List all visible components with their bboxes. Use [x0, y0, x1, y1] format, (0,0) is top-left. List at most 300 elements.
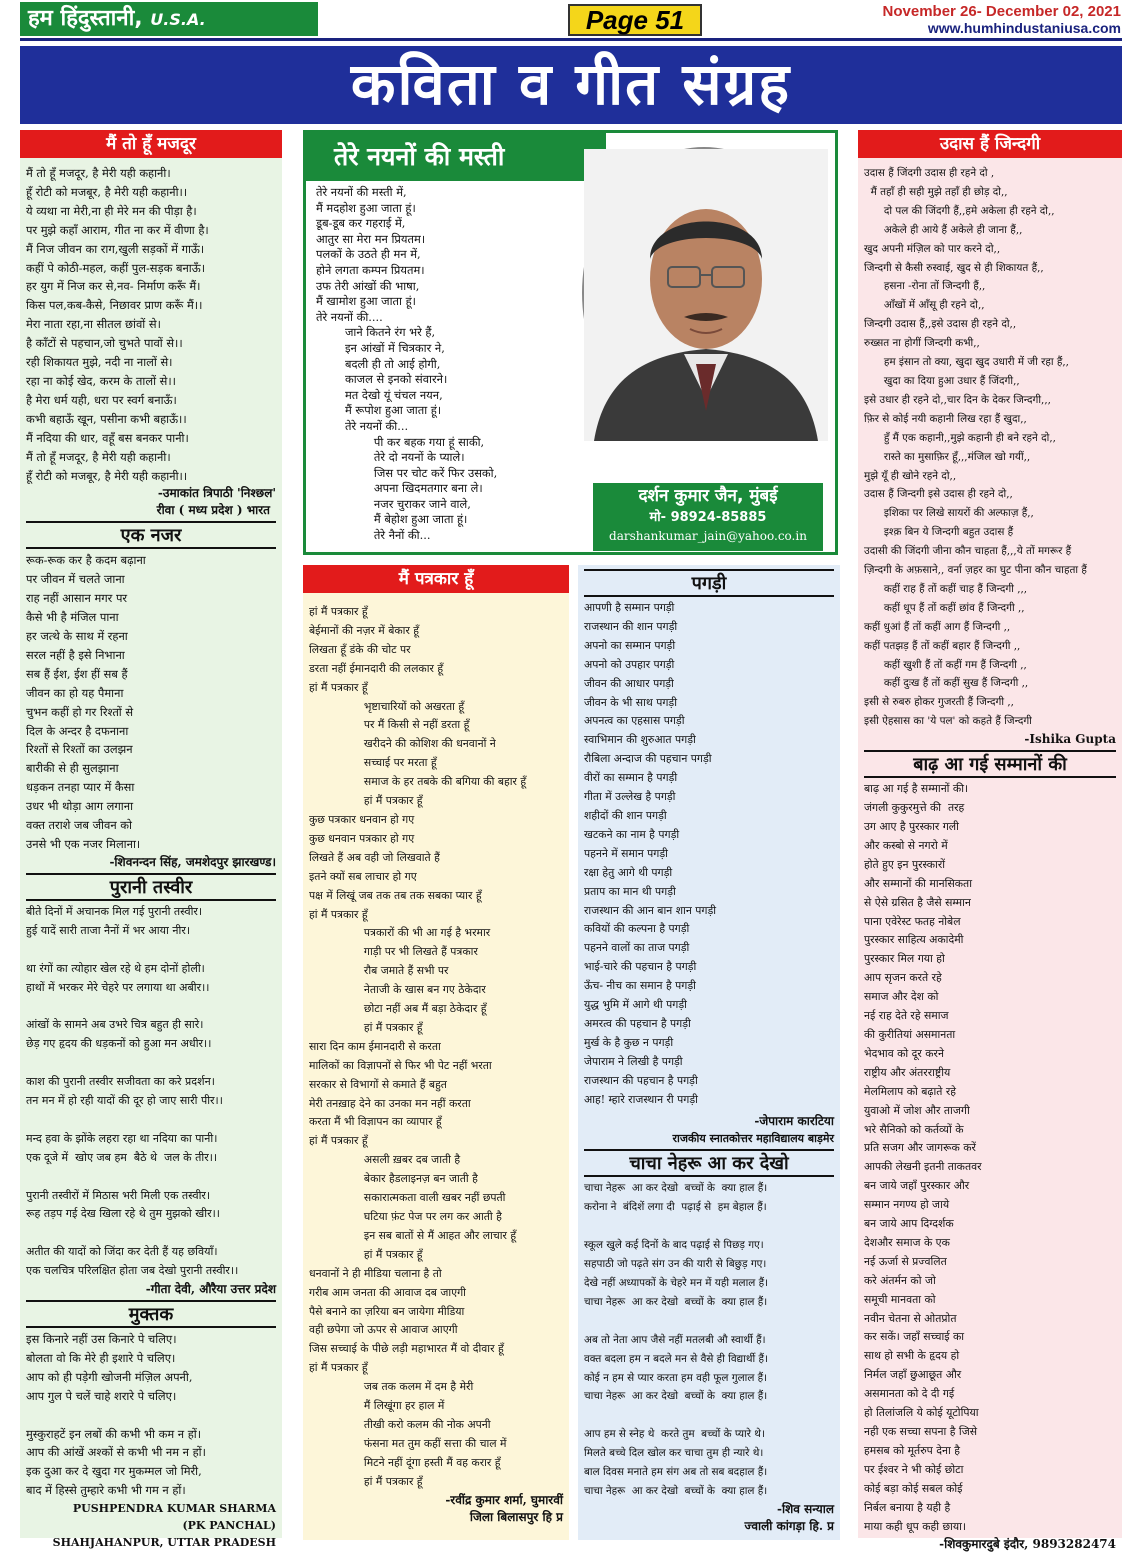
poem-line: मैं तो हूँ मजदूर, है मेरी यही कहानी।: [26, 449, 171, 464]
poem-line: [26, 1224, 276, 1243]
poem-line: मैं तो हूँ मजदूर, है मेरी यही कहानी।: [26, 166, 171, 180]
poem-line: [26, 1168, 276, 1187]
poem-line: मुस्कुराहटें इन लबों की कभी भी कम न हों।: [26, 1426, 202, 1441]
poem-line: हमसब को मूर्तरुप देना है: [864, 1443, 960, 1457]
poem-line: कभी बहाऊँ खून, पसीना कभी बहाऊँ।।: [26, 411, 187, 426]
poem-line: कोई बड़ा कोई सबल कोई: [864, 1481, 963, 1495]
poem-author: -शिव सन्याल: [777, 1501, 834, 1516]
poem-line: अमरत्व की पहचान है पगड़ी: [584, 1016, 691, 1030]
poem-line: रौबिला अन्दाज की पहचान पगड़ी: [584, 752, 712, 766]
poem-line: इश्क़ बिन ये जिन्दगी बहुत उदास हैं: [864, 526, 1014, 539]
poem-line: सब हैं ईश, ईश हीं सब हैं: [26, 666, 128, 681]
poem-line: मैं मदहोश हुआ जाता हूं।: [316, 200, 416, 215]
poem-line: डरता नहीं ईमानदारी की ललकार हूँ: [309, 661, 444, 675]
poem-line: उनसे भी एक नजर मिलाना।: [26, 837, 141, 851]
poem-line: नई ऊर्जा से प्रज्वलित: [864, 1254, 947, 1268]
poem-line: हो तिलांजलि ये कोई यूटोपिया: [864, 1406, 979, 1420]
section-banner: कविता व गीत संग्रह: [20, 46, 1122, 124]
poem-line: मेरी तनख़ाह देने का उनका मन नहीं करता: [309, 1096, 471, 1110]
poem-title: चाचा नेहरू आ कर देखो: [584, 1149, 834, 1177]
poem-line: शहीदों की शान पगड़ी: [584, 808, 667, 822]
poem-line: रास्ते का मुसाफ़िर हूँ,,,मंजिल खो गयीं,,: [864, 450, 1031, 463]
poem-line: है काँटों से पहचान,जो चुभते पावों से।।: [26, 336, 183, 351]
poem-line: बाढ़ आ गई है सम्मानों की।: [864, 782, 969, 796]
poem-line: आह! म्हारे राजस्थान री पगड़ी: [584, 1092, 698, 1106]
poem-line: अपना खिदमतगार बना ले।: [316, 481, 483, 496]
poem-line: चाचा नेहरू आ कर देखो बच्चों के क्या हाल हैं।: [584, 1182, 768, 1195]
poem-line: कहीं पतझड़ हैं तों कहीं बहार हैं जिन्दगी ,,: [864, 639, 1021, 652]
page-number: Page 51: [568, 4, 702, 36]
poem-line: हाथों में भरकर मेरे चेहरे पर लगाया था अबीर।।: [26, 980, 210, 994]
poem-line: गीता में उल्लेख है पगड़ी: [584, 790, 676, 804]
poem-line: हां मैं पत्रकार हूँ: [309, 1361, 368, 1375]
poem-line: मैं बेहोश हुआ जाता हूं।: [316, 512, 468, 527]
poem-line: छोटा नहीं अब मैं बड़ा ठेकेदार हूँ: [309, 1002, 487, 1016]
poem-line: भृष्टाचारियों को अखरता हूँ: [309, 699, 465, 713]
poem-line: [26, 1406, 276, 1425]
poem-line: हां मैं पत्रकार हूँ: [309, 1134, 368, 1148]
poem-line: काश की पुरानी तस्वीर सजीवता का करे प्रदर्शन।: [26, 1075, 215, 1089]
poem-line: पी कर बहक गया हूं साकी,: [316, 434, 485, 449]
poem-line: जिस पर चोट करें फिर उसको,: [316, 465, 498, 480]
poem-line: सम्मान नगण्य हो जाये: [864, 1198, 950, 1212]
poem-line: हूँ रोटी को मजबूर, है मेरी यही कहानी।।: [26, 468, 188, 483]
poem-lines: [26, 164, 276, 485]
poem-line: खुदा का दिया हुआ उधार हैं जिंदगी,,: [864, 374, 1020, 387]
poem-line: आप हम से स्नेह थे करते तुम बच्चों के प्यारे थे।: [584, 1428, 765, 1441]
poem-lines: [864, 164, 1116, 731]
poem-line: रही शिकायत मुझे, नदी ना नालों से।: [26, 355, 173, 370]
poem-line: खुद अपनी मंज़िल को पार करने दो,,: [864, 242, 1001, 255]
poem-line: पैसे बनाने का ज़रिया बन जायेगा मीडिया: [309, 1304, 465, 1318]
poem-line: मैं तहाँ ही सही मुझे तहाँ ही छोड़ दो,,: [864, 185, 1008, 198]
poem-line: हां मैं पत्रकार हूँ: [309, 907, 368, 921]
poem-line: नवीन चेतना से ओतप्रोत: [864, 1311, 957, 1325]
poem-line: कहीं धूप हैं तों कहीं छांव हैं जिन्दगी ,,: [864, 601, 1025, 614]
poem-line: इतने क्यों सब लाचार हो गए: [309, 869, 417, 883]
poem-line: अब तो नेता आप जैसे नहीं मतलबी औ स्वार्थी हैं।: [584, 1333, 766, 1346]
poem-line: इन सब बातों से मैं आहत और लाचार हूँ: [309, 1228, 517, 1242]
poem-title: उदास हैं जिन्दगी: [858, 130, 1122, 158]
poem-line: एक दूजे में खोए जब हम बैठे थे जल के तीर।।: [26, 1150, 218, 1164]
poem-line: [584, 1312, 834, 1331]
poem-line: बेईमानों की नज़र में बेकार हूँ: [309, 623, 420, 637]
poem-line: हूँ रोटी को मजबूर, है मेरी यही कहानी।।: [26, 184, 188, 199]
poem-line: ज़िन्दगी के अफ़साने,, वर्ना ज़हर का घुट पीना कौन चाहता हैं: [864, 564, 1087, 577]
poem-line: उदास हैं जिंदगी उदास ही रहने दो ,: [864, 167, 995, 179]
poem-line: बारीकी से ही सुलझाना: [26, 761, 119, 776]
poem-line: जीवन का हो यह पैमाना: [26, 685, 124, 700]
poem-line: कवियों की कल्पना है पगड़ी: [584, 922, 690, 936]
poem-line: हां मैं पत्रकार हूँ: [309, 794, 423, 808]
poem-line: पर मुझे कहाँ आराम, गीत ना कर में वीणा है।: [26, 222, 209, 237]
poem-line: की कुरीतियां असमानता: [864, 1027, 956, 1041]
poem-line: पुरस्कार मिल गया हो: [864, 952, 945, 966]
poem-title: एक नजर: [26, 521, 276, 549]
poem-line: रक्षा हेतु आगे थी पगड़ी: [584, 865, 673, 879]
poem-title: बाढ़ आ गई सम्मानों की: [864, 750, 1116, 778]
poem-line: बाद में हिस्से तुम्हारे कभी भी गम न हों।: [26, 1483, 186, 1498]
poem-line: हां मैं पत्रकार हूँ: [309, 1020, 423, 1034]
poem-line: तीखी करो कलम की नोक अपनी: [309, 1417, 491, 1431]
poem-line: मेरा नाता रहा,ना सीतल छांवों से।: [26, 317, 161, 332]
poem-author-alias: (PK PANCHAL): [182, 1519, 276, 1533]
poem-line: मेलमिलाप को बढ़ाते रहे: [864, 1084, 957, 1098]
poem-line: इशिका पर लिखे सायरों की अल्फाज़ हैं,,: [864, 507, 1034, 520]
poem-line: तन मन में हो रही यादों की दूर हो जाए सारी पीर।।: [26, 1093, 223, 1107]
poem-line: इसे उधार ही रहने दो,,चार दिन के देकर जिन्दगी,,,: [864, 393, 1051, 406]
poem-line: चाचा नेहरू आ कर देखो बच्चों के क्या हाल हैं।: [584, 1295, 768, 1308]
masthead-name: [20, 2, 318, 36]
poem-line: हर जत्थे के साथ में रहना: [26, 629, 128, 644]
poem-line: देखे नहीं अध्यापकों के चेहरे मन में यही मलाल हैं।: [584, 1277, 769, 1289]
poem-line: पत्रकारों की भी आ गई है भरमार: [309, 926, 491, 940]
poem-line: आपकी लेखनी इतनी ताकतवर: [864, 1160, 982, 1174]
poem-line: पहनने में समान पगड़ी: [584, 846, 668, 860]
poem-line: और कस्बो से नगरो में: [864, 838, 948, 852]
poem-line: अकेले ही आये हैं अकेले ही जाना हैं,,: [864, 223, 1023, 236]
poem-line: मैं निज जीवन का राग,खुली सड़कों में गाऊँ।: [26, 241, 205, 256]
poem-line: प्रति सजग और जागरूक करें: [864, 1141, 976, 1155]
poem-line: होते हुए इन पुरस्कारों: [864, 857, 946, 871]
poem-line: जाने कितने रंग भरे हैं,: [316, 325, 436, 340]
poem-line: इस किनारे नहीं उस किनारे पे चलिए।: [26, 1332, 177, 1347]
poem-lines: [584, 1179, 834, 1500]
poem-line: हुँ मैं एक कहानी,,मुझे कहानी ही बने रहने दो,,: [864, 431, 1056, 444]
poem-title: तेरे नयनों की मस्ती: [306, 133, 606, 181]
issue-info: [883, 4, 1121, 36]
poem-line: इक दुआ कर दे खुदा गर मुकम्मल जो मिरी,: [26, 1464, 202, 1479]
right-column: [858, 130, 1122, 1552]
poem-line: कहीं राह हैं तों कहीं चाह हैं जिन्दगी ,,,: [864, 582, 1028, 595]
poem-line: बाल दिवस मनाते हम संग अब तो सब बदहाल हैं।: [584, 1466, 768, 1479]
poem-line: मैं लिखूंगा हर हाल में: [309, 1399, 445, 1413]
poem-line: जीवन की आधार पगड़ी: [584, 676, 674, 690]
poem-line: पाना एवेरेस्ट फतह नोबेल: [864, 914, 961, 928]
poem-line: आप सृजन करते रहे: [864, 971, 942, 985]
poem-line: भाई-चारे की पहचान है पगड़ी: [584, 960, 697, 974]
website-link[interactable]: www.humhindustaniusa.com: [927, 20, 1121, 36]
poem-author-place: राजकीय स्नातकोत्तर महाविद्यालय बाड़मेर: [672, 1132, 834, 1146]
poem-line: [584, 1406, 834, 1425]
paper-name: हम हिंदुस्तानी,: [28, 6, 143, 31]
poem-line: नजर चुराकर जाने वाले,: [316, 496, 471, 511]
poem-title: मैं तो हूँ मजदूर: [20, 130, 282, 158]
poem-line: कर सकें। जहाँ सच्चाई का: [864, 1330, 965, 1344]
poem-line: सच्चाई पर मरता हूँ: [309, 756, 437, 770]
poem-line: हम इंसान तो क्या, खुदा खुद उधारी में जी रहा हैं,,: [864, 356, 1069, 369]
poem-line: निर्मल जहाँ छुआछूत और: [864, 1368, 962, 1382]
poem-line: वक्त तराशे जब जीवन को: [26, 818, 132, 833]
poem-line: रिश्तों से रिश्तों का उलझन: [26, 742, 133, 757]
poem-line: से ऐसे ग्रसित है जैसे सम्मान: [864, 895, 971, 909]
poem-line: पहनने वालों का ताज पगड़ी: [584, 941, 690, 955]
poem-line: स्कूल खुले कई दिनों के बाद पढ़ाई से पिछड़ गए।: [584, 1239, 764, 1252]
poem-line: साथ हो सभी के हृदय हो: [864, 1349, 960, 1363]
poem-line: रुख्सत ना होगीं जिन्दगी कभी,,: [864, 337, 980, 350]
poem-line: लिखता हूँ डंके की चोट पर: [309, 642, 411, 656]
poem-title: मैं पत्रकार हूँ: [303, 565, 569, 593]
poem-line: [26, 997, 276, 1016]
poem-line: करे अंतर्मन को जो: [864, 1273, 936, 1287]
poem-line: जीवन के भी साथ पगड़ी: [584, 695, 677, 709]
poem-line: जिन्दगी उदास हैं,,इसे उदास ही रहने दो,,: [864, 318, 1017, 331]
poem-line: ऊँच- नीच का समान है पगड़ी: [584, 979, 696, 993]
poem-line: राष्ट्रीय और अंतरराष्ट्रीय: [864, 1065, 951, 1079]
poem-line: समूची मानवता को: [864, 1292, 936, 1306]
poem-line: प्रताप का मान थी पगड़ी: [584, 884, 676, 898]
poem-line: समाज और देश को: [864, 990, 939, 1004]
poem-line: बीते दिनों में अचानक मिल गई पुरानी तस्वीर।: [26, 904, 203, 918]
header-divider: [20, 38, 1122, 41]
poem-line: फ़िर से कोई नयी कहानी लिख रहा हैं खुदा,,: [864, 412, 1027, 425]
poem-lines: [309, 603, 563, 1492]
poem-line: वही छपेगा जो ऊपर से आवाज आएगी: [309, 1323, 458, 1337]
poem-line: तेरे दो नयनों के प्याले।: [316, 450, 465, 465]
poem-line: पलकों के उठते ही मन में,: [316, 247, 421, 262]
poem-line: कैसे भी है मंजिल पाना: [26, 610, 119, 625]
poem-author: -उमाकांत त्रिपाठी 'निश्छल': [157, 486, 276, 501]
poem-line: करता मैं भी विज्ञापन का व्यापार हूँ: [309, 1115, 442, 1129]
poem-line: समाज के हर तबके की बगिया की बहार हूँ: [309, 775, 527, 789]
poem-author-place: SHAHJAHANPUR, UTTAR PRADESH: [52, 1536, 276, 1550]
poem-line: स्वाभिमान की शुरुआत पगड़ी: [584, 733, 696, 747]
poem-line: मत देखो यूं चंचल नयन,: [316, 387, 443, 402]
poem-line: आपणी है सम्मान पगड़ी: [584, 601, 675, 614]
poem-line: फंसना मत तुम कहीं सत्ता की चाल में: [309, 1436, 507, 1450]
poem-line: था रंगों का त्योहार खेल रहे थे हम दोनों होली।: [26, 961, 205, 975]
poem-line: गरीब आम जनता की आवाज दब जाएगी: [309, 1285, 466, 1299]
poem-line: जिन्दगी से कैसी रुस्वाई, खुद से ही शिकायत हैं,,: [864, 261, 1044, 274]
author-credit: [593, 483, 823, 551]
poem-line: आतुर सा मेरा मन प्रियतम।: [316, 231, 426, 246]
poem-line: अपनो का सम्मान पगड़ी: [584, 638, 676, 652]
poem-line: तेरे नैनों की...: [316, 528, 431, 543]
author-photo: [582, 147, 826, 439]
poem-line: अपनो को उपहार पगड़ी: [584, 657, 675, 671]
poem-lines: [316, 185, 616, 544]
poem-line: आप की आंखें अश्कों से कभी भी नम न हों।: [26, 1445, 206, 1460]
poem-line: पर जीवन में चलते जाना: [26, 572, 125, 587]
poem-line: छेड़ गए हृदय की धड़कनों को हुआ मन अधीर।।: [26, 1037, 212, 1051]
poem-line: हां मैं पत्रकार हूँ: [309, 680, 368, 694]
poem-line: [26, 941, 276, 960]
poem-line: करोना ने बंदिशें लगा दी पढ़ाई से हम बेहाल हैं।: [584, 1201, 767, 1214]
poem-line: हर युग में निज कर से,नव- निर्माण करूँ मैं।: [26, 279, 201, 294]
poem-line: नही एक सच्चा सपना है जिसे: [864, 1425, 978, 1438]
poem-line: [26, 1054, 276, 1073]
poem-line: बन जाये आप दिग्दर्शक: [864, 1217, 954, 1231]
poem-line: सहपाठी जो पढ़ते संग उन की यारी से बिछुड़ गए।: [584, 1258, 767, 1271]
poem-line: राजस्थान की शान पगड़ी: [584, 619, 678, 633]
poem-line: मिटने नहीं दूंगा हस्ती मैं वह करार हूँ: [309, 1455, 501, 1469]
poem-line: धनवानों ने ही मीडिया चलाना है तो: [309, 1266, 442, 1280]
poem-line: खटकने का नाम है पगड़ी: [584, 827, 680, 841]
poem-line: काजल से इनको संवारने।: [316, 372, 448, 387]
poem-lines: [26, 1330, 276, 1500]
poem-line: कहीं खुशी हैं तों कहीं गम हैं जिन्दगी ,,: [864, 658, 1027, 671]
poem-line: किस पल,कब-कैसे, निछावर प्राण करूँ मैं।।: [26, 298, 203, 313]
poem-line: आप गुल पे चलें चाहे शरारे पे चलिए।: [26, 1388, 177, 1403]
poem-line: मन्द हवा के झोंके लहरा रहा था नदिया का पानी।: [26, 1131, 218, 1145]
poem-line: सकारात्मकता वाली खबर नहीं छपती: [309, 1191, 506, 1205]
poem-line: [26, 1111, 276, 1130]
poem-line: चाचा नेहरू आ कर देखो बच्चों के क्या हाल हैं।: [584, 1484, 768, 1497]
poem-line: कहीं दुःख हैं तों कहीं सुख हैं जिन्दगी ,,: [864, 677, 1029, 690]
poem-line: राह नहीं आसान मगर पर: [26, 591, 128, 606]
poem-line: चाचा नेहरू आ कर देखो बच्चों के क्या हाल हैं।: [584, 1390, 768, 1403]
poem-line: एक चलचित्र परिलक्षित होता जब देखो पुरानी तस्वीर।।: [26, 1264, 239, 1278]
poem-line: [584, 1217, 834, 1236]
poem-line: पक्ष में लिखूं जब तक तब तक सबका प्यार हूँ: [309, 888, 482, 902]
poem-line: उफ तेरी आंखों की भाषा,: [316, 278, 420, 293]
poem-line: इसी से रुबरु होकर गुजरती हैं जिन्दगी ,,: [864, 696, 1014, 709]
poem-line: मैं खामोश हुआ जाता हूं।: [316, 294, 416, 309]
poem-line: नेताजी के खास बन गए ठेकेदार: [309, 983, 486, 997]
poem-line: है मेरा धर्म यही, धरा पर स्वर्ग बनाऊँ।: [26, 392, 177, 407]
poem-line: जेपाराम ने लिखी है पगड़ी: [584, 1054, 683, 1068]
poem-line: सरल नहीं है इसे निभाना: [26, 647, 125, 662]
poem-line: बन जाये जहाँ पुरस्कार और: [864, 1179, 970, 1193]
poem-author: -रवींद्र कुमार शर्मा, घुमारवीं: [445, 1492, 563, 1507]
issue-date: November 26- December 02, 2021: [882, 3, 1121, 20]
poem-line: धड़कन तनहा प्यार में कैसा: [26, 780, 135, 795]
poem-line: मुर्ख के है कुछ न पगड़ी: [584, 1035, 674, 1049]
poem-line: हां मैं पत्रकार हूँ: [309, 1474, 423, 1488]
poem-line: जंगली कुकुरमुत्ते की तरह: [864, 801, 965, 815]
poem-title: पगड़ी: [584, 569, 834, 597]
poem-line: अतीत की यादों को जिंदा कर देती हैं यह छवियाँ।: [26, 1245, 218, 1259]
poem-line: दो पल की जिंदगी हैं,,हमे अकेला ही रहने दो,,: [864, 204, 1055, 217]
poem-line: रहा ना कोई खेद, करम के तालों से।।: [26, 373, 176, 388]
poem-line: रौब जमाते हैं सभी पर: [309, 964, 449, 978]
poem-line: पुरानी तस्वीरों में मिठास भरी मिली एक तस्वीर।: [26, 1188, 211, 1202]
poem-line: निर्बल बनाया है यही है: [864, 1500, 951, 1514]
poem-line: हां मैं पत्रकार हूँ: [309, 605, 368, 618]
poem-title: पुरानी तस्वीर: [26, 873, 276, 901]
paper-suffix: U.S.A.: [150, 10, 206, 29]
poem-line: हुई यादें सारी ताजा नैनों में भर आया नीर।: [26, 923, 191, 937]
poem-line: इन आंखों में चित्रकार ने,: [316, 340, 445, 355]
poem-line: उदासी की जिंदगी जीना कौन चाहता हैं,,,ये तों मगरूर हैं: [864, 545, 1072, 558]
poem-line: वीरों का सम्मान है पगड़ी: [584, 771, 678, 785]
poem-line: असली ख़बर दब जाती है: [309, 1153, 461, 1167]
poem-line: पर मैं किसी से नहीं डरता हूँ: [309, 718, 470, 732]
poem-line: सरकार से विभागों से कमाते हैं बहुत: [309, 1077, 447, 1091]
poem-line: ये व्यथा ना मेरी,ना ही मेरे मन की पीड़ा है।: [26, 203, 197, 218]
poem-line: रूक-रूक कर है कदम बढ़ाना: [26, 553, 146, 568]
poem-line: उधर भी थोड़ा आग लगाना: [26, 799, 134, 814]
poem-line: हसना -रोना तों जिन्दगी हैं,,: [864, 280, 986, 293]
poem-line: युवाओ में जोश और ताजगी: [864, 1103, 970, 1117]
poem-line: आप को ही पड़ेगी खोजनी मंज़िल अपनी,: [26, 1369, 193, 1384]
poem-line: होने लगता कम्पन प्रियतम।: [316, 262, 425, 277]
poem-author-place: जिला बिलासपुर हि प्र: [469, 1509, 563, 1524]
poem-line: बेकार हैडलाइनज़ बन जाती है: [309, 1172, 478, 1186]
poem-line: जिस सच्चाई के पीछे लड़ी महाभारत मैं वो दीवार हूँ: [309, 1342, 504, 1356]
poem-author-place: रीवा ( मध्य प्रदेश ) भारत: [156, 503, 270, 518]
poem-line: हां मैं पत्रकार हूँ: [309, 1247, 423, 1261]
left-column: [20, 130, 282, 1550]
poem-line: बदली ही तो आई होगी,: [316, 356, 441, 371]
poem-line: इसी ऐहसास का 'ये पल' को कहते हैं जिन्दगी: [864, 715, 1032, 728]
author-portrait-image: [584, 149, 828, 441]
feature-poem-box: [303, 130, 838, 555]
poem-line: गाड़ी पर भी लिखते हैं पत्रकार: [309, 945, 478, 959]
poem-line: कहीं धुआं हैं तों कहीं आग हैं जिन्दगी ,,: [864, 620, 1011, 633]
poem-line: अपनत्व का एहसास पगड़ी: [584, 714, 685, 728]
poem-author: -जेपाराम कारटिया: [754, 1114, 834, 1129]
poem-author: -Ishika Gupta: [1024, 732, 1116, 747]
poem-author: PUSHPENDRA KUMAR SHARMA: [72, 1502, 276, 1516]
poem-line: मिलते बच्चे दिल खोल कर चाचा तुम ही न्यारे थे।: [584, 1447, 764, 1460]
poem-line: उदास हैं जिन्दगी इसे उदास ही रहने दो,,: [864, 488, 1013, 501]
poem-line: सारा दिन काम ईमानदारी से करता: [309, 1039, 441, 1053]
author-phone: मो- 98924-85885: [649, 510, 767, 525]
poem-line: वक्त बदला हम न बदले मन से वैसे ही विद्यार्थी हैं।: [584, 1352, 768, 1365]
poem-line: राजस्थान की पहचान है पगड़ी: [584, 1073, 698, 1087]
poem-line: उग आए है पुरस्कार गली: [864, 820, 959, 833]
poem-line: तेरे नयनों की मस्ती में,: [316, 185, 407, 199]
poem-lines: [864, 780, 1116, 1536]
poem-line: रूह तड़प गई देख खिला रहे थे तुम मुझको खीर।।: [26, 1207, 220, 1221]
poem-line: दिल के अन्दर है दफनाना: [26, 723, 129, 738]
poem-line: कोई न हम से प्यार करता हम वही फूल गुलाल हैं।: [584, 1371, 768, 1384]
poem-line: असमानता को दे दी गई: [864, 1387, 955, 1401]
poem-author-place: ज्वाली कांगड़ा हि. प्र: [744, 1518, 834, 1533]
poem-author: -शिवनन्दन सिंह, जमशेदपुर झारखण्ड।: [109, 854, 276, 869]
poem-line: और सम्मानों की मानसिकता: [864, 876, 972, 890]
poem-line: डूब-डूब कर गहराई में,: [316, 216, 406, 231]
poem-line: पुरस्कार साहित्य अकादेमी: [864, 933, 964, 947]
poem-line: चुभन कहीं हो गर रिश्तों से: [26, 704, 134, 719]
poem-author: -गीता देवी, औरैया उत्तर प्रदेश: [145, 1282, 276, 1297]
author-email[interactable]: darshankumar_jain@yahoo.co.in: [609, 529, 807, 543]
poem-title: मुक्तक: [26, 1300, 276, 1328]
poem-line: बोलता वो कि मेरे ही इशारे पे चलिए।: [26, 1350, 176, 1365]
poem-line: कहीं पे कोठी-महल, कहीं पुल-सड़क बनाऊँ।: [26, 260, 206, 275]
poem-line: मैं नदिया की धार, वहूँ बस बनकर पानी।: [26, 430, 189, 445]
middle-left-column: [303, 565, 569, 1540]
poem-line: तेरे नयनों की...: [316, 418, 409, 433]
poem-lines: [584, 599, 834, 1109]
poem-line: युद्ध भुमि में आगे थी पगड़ी: [584, 998, 687, 1012]
poem-line: भरे सैनिको को कर्तव्यों के: [864, 1122, 964, 1136]
poem-lines: [26, 903, 276, 1281]
poem-line: मैं रूपोश हुआ जाता हूं।: [316, 403, 442, 418]
poem-line: मालिकों का विज्ञापनों से फिर भी पेट नहीं भरता: [309, 1058, 492, 1072]
poem-line: घटिया फ़ंट पेज पर लग कर आती है: [309, 1210, 502, 1223]
author-name: दर्शन कुमार जैन, मुंबई: [638, 486, 778, 506]
poem-line: भेदभाव को दूर करने: [864, 1046, 944, 1060]
poem-line: आँखों में आँसू ही रहने दो,,: [864, 299, 985, 312]
poem-lines: [26, 551, 276, 854]
poem-line: कुछ पत्रकार धनवान हो गए: [309, 812, 415, 826]
poem-line: मुझे यूँ ही खोने रहने दो,,: [864, 469, 957, 482]
poem-line: माया कही धूप कही छाया।: [864, 1519, 966, 1533]
poem-line: देशऔर समाज के एक: [864, 1235, 950, 1249]
poem-line: जब तक कलम में दम है मेरी: [309, 1380, 474, 1394]
middle-right-column: [578, 565, 840, 1540]
poem-line: पर ईश्वर ने भी कोई छोटा: [864, 1462, 964, 1476]
poem-line: नई राह देते रहे समाज: [864, 1009, 949, 1023]
poem-line: लिखते हैं अब वही जो लिखवाते हैं: [309, 850, 440, 864]
poem-line: आंखों के सामने अब उभरे चित्र बहुत ही सारे।: [26, 1018, 204, 1032]
poem-author: -शिवकुमारदुबे इंदौर, 9893282474: [939, 1537, 1116, 1552]
poem-line: तेरे नयनों की....: [316, 309, 383, 324]
poem-line: खरीदने की कोशिश की धनवानों ने: [309, 737, 496, 751]
poem-line: राजस्थान की आन बान शान पगड़ी: [584, 903, 717, 917]
